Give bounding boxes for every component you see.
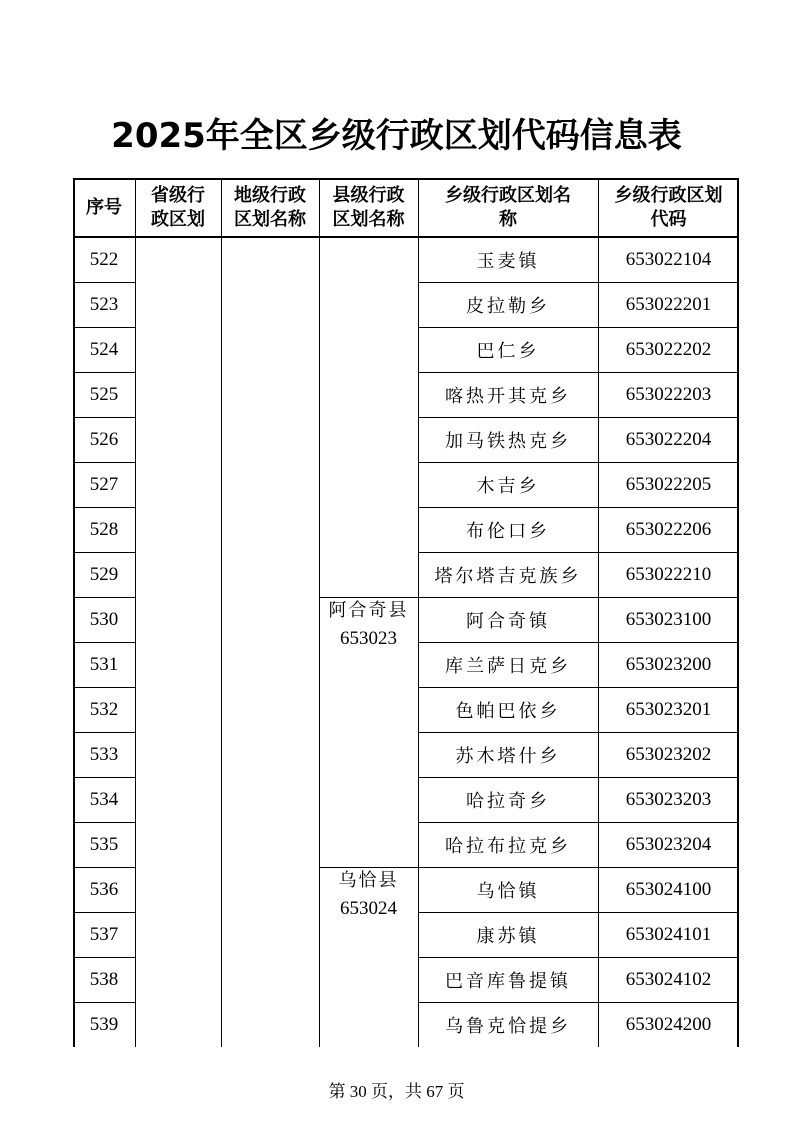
row-seq: 525 [89, 383, 119, 405]
row-seq: 526 [89, 428, 119, 450]
row-seq: 531 [89, 653, 119, 675]
row-seq: 532 [89, 698, 119, 720]
township-code-table [73, 178, 739, 1045]
row-seq: 539 [89, 1013, 119, 1035]
county-cell [319, 867, 418, 923]
row-township-name: 喀热开其克乡 [445, 385, 571, 407]
row-seq: 537 [89, 923, 119, 945]
row-seq: 534 [89, 788, 119, 810]
row-seq: 527 [89, 473, 119, 495]
row-township-code: 653024200 [625, 1013, 712, 1035]
header-county: 县级行政 区划名称 [332, 184, 405, 230]
county-name: 乌恰县 [338, 870, 399, 891]
column-divider [135, 178, 136, 1047]
header-township-code: 乡级行政区划 代码 [614, 184, 723, 230]
row-township-name: 木吉乡 [476, 475, 540, 497]
row-township-code: 653023201 [625, 698, 712, 720]
row-seq: 524 [89, 338, 119, 360]
row-township-name: 加马铁热克乡 [445, 430, 571, 452]
row-township-code: 653023200 [625, 653, 712, 675]
row-seq: 535 [89, 833, 119, 855]
row-township-name: 巴仁乡 [476, 340, 540, 362]
row-township-name: 玉麦镇 [476, 250, 540, 272]
page-footer: 第 30 页，共 67 页 [328, 1082, 465, 1101]
row-township-name: 哈拉布拉克乡 [445, 835, 571, 857]
row-seq: 522 [89, 248, 119, 270]
county-cell [319, 597, 418, 653]
county-code: 653024 [340, 898, 397, 919]
header-township-name: 乡级行政区划名 称 [445, 184, 571, 230]
row-township-code: 653022201 [625, 293, 712, 315]
row-township-code: 653024101 [625, 923, 712, 945]
row-township-code: 653023202 [625, 743, 712, 765]
row-township-name: 色帕巴依乡 [455, 700, 561, 722]
row-township-code: 653024102 [625, 968, 712, 990]
row-township-name: 苏木塔什乡 [455, 745, 561, 767]
row-township-code: 653022205 [625, 473, 712, 495]
county-code: 653023 [340, 628, 397, 649]
table-border-top [73, 178, 739, 180]
header-prefecture: 地级行政 区划名称 [234, 184, 306, 230]
county-divider [319, 597, 418, 598]
row-township-code: 653023204 [625, 833, 712, 855]
document-title: 2025年全区乡级行政区划代码信息表 [111, 116, 682, 156]
row-seq: 523 [89, 293, 119, 315]
row-township-name: 乌恰镇 [476, 880, 540, 902]
row-township-code: 653023203 [625, 788, 712, 810]
row-township-name: 康苏镇 [476, 925, 540, 947]
row-township-code: 653022210 [625, 563, 712, 585]
row-township-code: 653023100 [625, 608, 712, 630]
row-seq: 536 [89, 878, 119, 900]
row-seq: 533 [89, 743, 119, 765]
row-township-code: 653024100 [625, 878, 712, 900]
row-township-code: 653022203 [625, 383, 712, 405]
row-seq: 528 [89, 518, 119, 540]
row-seq: 529 [89, 563, 119, 585]
header-seq: 序号 [86, 196, 122, 218]
column-divider [319, 178, 320, 1047]
column-divider [221, 178, 222, 1047]
row-township-code: 653022104 [625, 248, 712, 270]
row-township-name: 阿合奇镇 [466, 610, 550, 632]
row-township-name: 哈拉奇乡 [466, 790, 550, 812]
row-township-name: 乌鲁克恰提乡 [445, 1015, 571, 1037]
row-township-name: 库兰萨日克乡 [445, 655, 571, 677]
row-township-code: 653022204 [625, 428, 712, 450]
row-township-code: 653022202 [625, 338, 712, 360]
header-province: 省级行 政区划 [151, 184, 205, 230]
row-township-name: 皮拉勒乡 [466, 295, 550, 317]
row-township-name: 塔尔塔吉克族乡 [434, 565, 582, 587]
county-name: 阿合奇县 [328, 600, 409, 621]
row-seq: 530 [89, 608, 119, 630]
row-township-name: 布伦口乡 [466, 520, 550, 542]
row-seq: 538 [89, 968, 119, 990]
county-divider [319, 867, 418, 868]
row-township-code: 653022206 [625, 518, 712, 540]
row-township-name: 巴音库鲁提镇 [445, 970, 571, 992]
